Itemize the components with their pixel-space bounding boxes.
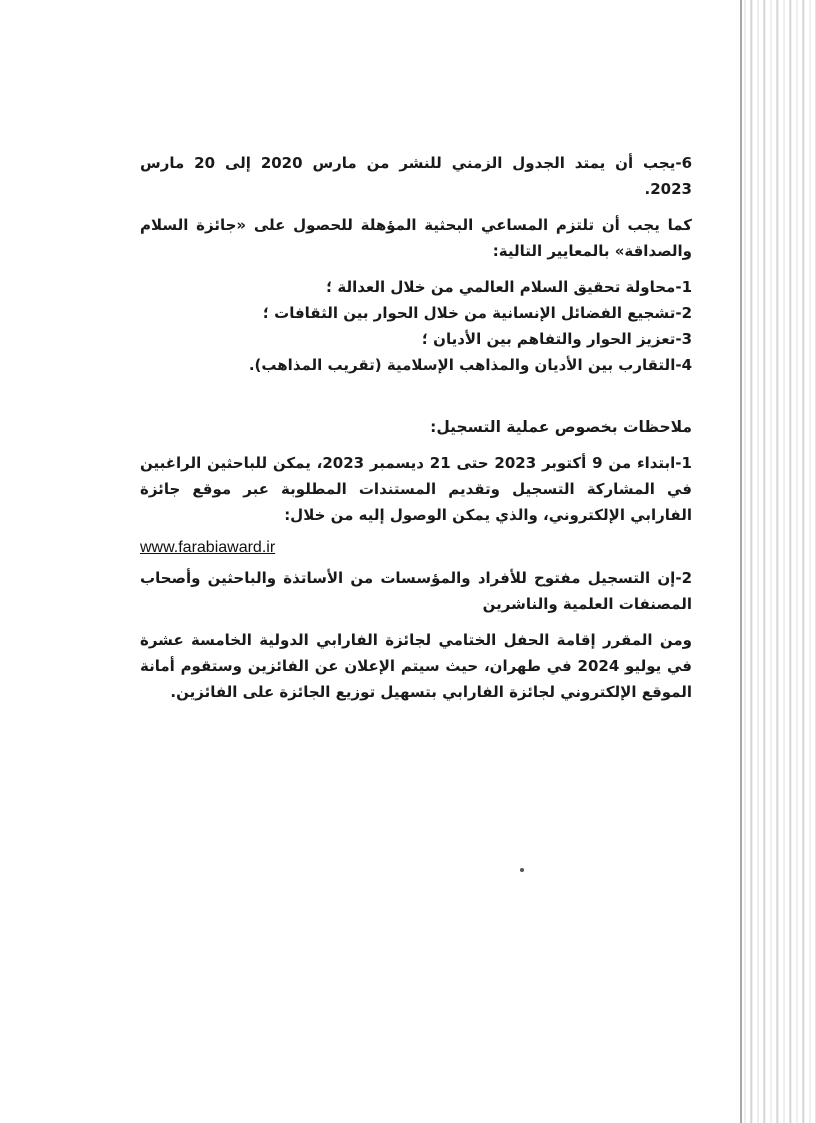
registration-note-2: 2-إن التسجيل مفتوح للأفراد والمؤسسات من الأساتذة والباحثين وأصحاب المصنفات العلمية والناشرين <box>140 569 692 613</box>
closing-paragraph: ومن المقرر إقامة الحفل الختامي لجائزة الفارابي الدولية الخامسة عشرة في يوليو 2024 في طهران، حيث سيتم الإعلان عن الفائزين وستقوم أمانة الموقع الإلكتروني لجائزة الفارابي بتسهيل توزيع الجائزة على الفائزين. <box>140 631 693 701</box>
website-url-line <box>140 534 692 561</box>
scan-speck <box>520 868 524 872</box>
document-body <box>140 150 692 705</box>
registration-heading: ملاحظات بخصوص عملية التسجيل: <box>430 418 692 436</box>
peace-criterion-3: 3-تعزيز الحوار والتفاهم بين الأديان ؛ <box>421 330 692 348</box>
peace-criterion-2: 2-تشجيع الفضائل الإنسانية من خلال الحوار بين الثقافات ؛ <box>262 304 692 322</box>
peace-criteria-list <box>140 274 692 378</box>
intro-paragraph: كما يجب أن تلتزم المساعي البحثية المؤهلة للحصول على «جائزة السلام والصداقة» بالمعايير التالية: <box>140 216 692 260</box>
registration-note-1: 1-ابتداء من 9 أكتوبر 2023 حتى 21 ديسمبر 2023، يمكن للباحثين الراغبين في المشاركة التسجيل وتقديم المستندات المطلوبة عبر موقع جائزة الفارابي الإلكتروني، والذي يمكن الوصول إليه من خلال: <box>140 454 692 524</box>
peace-criterion-1: 1-محاولة تحقيق السلام العالمي من خلال العدالة ؛ <box>326 278 692 296</box>
criterion-6: 6-يجب أن يمتد الجدول الزمني للنشر من مارس 2020 إلى 20 مارس 2023. <box>140 154 692 198</box>
peace-criterion-4: 4-التقارب بين الأديان والمذاهب الإسلامية (تقريب المذاهب). <box>248 356 692 374</box>
scanner-edge <box>740 0 816 1123</box>
website-url-link[interactable]: www.farabiaward.ir <box>140 539 276 556</box>
